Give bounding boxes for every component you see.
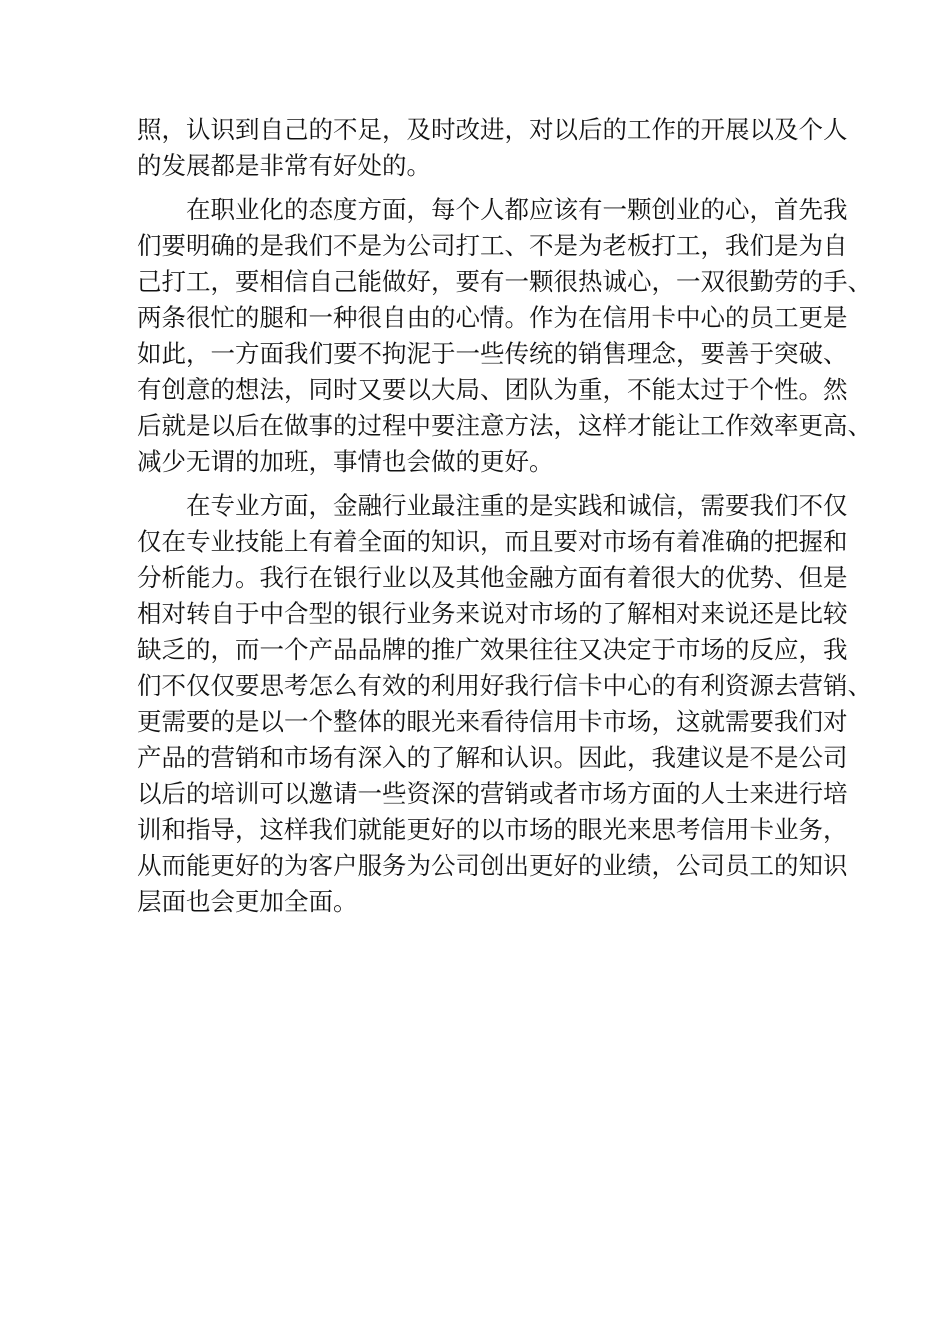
paragraph-line: 以后的培训可以邀请一些资深的营销或者市场方面的人士来进行培: [137, 779, 848, 808]
paragraph-line: 缺乏的，而一个产品品牌的推广效果往往又决定于市场的反应，我: [137, 635, 848, 664]
paragraph-line: 产品的营销和市场有深入的了解和认识。因此，我建议是不是公司: [137, 743, 848, 772]
paragraph-line: 层面也会更加全面。: [137, 887, 358, 916]
paragraph-line: 如此，一方面我们要不拘泥于一些传统的销售理念，要善于突破、: [137, 339, 848, 368]
paragraph-line: 有创意的想法，同时又要以大局、团队为重，不能太过于个性。然: [137, 375, 848, 404]
paragraph-line: 后就是以后在做事的过程中要注意方法，这样才能让工作效率更高、: [137, 411, 872, 440]
paragraph-line: 们要明确的是我们不是为公司打工、不是为老板打工，我们是为自: [137, 231, 848, 260]
paragraph-line: 减少无谓的加班，事情也会做的更好。: [137, 447, 554, 476]
paragraph-line: 训和指导，这样我们就能更好的以市场的眼光来思考信用卡业务，: [137, 815, 848, 844]
paragraph-line: 在专业方面，金融行业最注重的是实践和诚信，需要我们不仅: [137, 491, 848, 520]
paragraph-line: 照，认识到自己的不足，及时改进，对以后的工作的开展以及个人: [137, 115, 848, 144]
paragraph-line: 两条很忙的腿和一种很自由的心情。作为在信用卡中心的员工更是: [137, 303, 848, 332]
paragraph-1: [137, 112, 848, 184]
paragraph-line: 相对转自于中合型的银行业务来说对市场的了解相对来说还是比较: [137, 599, 848, 628]
document-body: [137, 112, 872, 920]
paragraph-line: 己打工，要相信自己能做好，要有一颗很热诚心，一双很勤劳的手、: [137, 267, 872, 296]
paragraph-line: 的发展都是非常有好处的。: [137, 151, 431, 180]
paragraph-line: 在职业化的态度方面，每个人都应该有一颗创业的心，首先我: [137, 195, 848, 224]
paragraph-line: 分析能力。我行在银行业以及其他金融方面有着很大的优势、但是: [137, 563, 848, 592]
paragraph-line: 们不仅仅要思考怎么有效的利用好我行信卡中心的有利资源去营销、: [137, 671, 872, 700]
paragraph-line: 更需要的是以一个整体的眼光来看待信用卡市场，这就需要我们对: [137, 707, 848, 736]
paragraph-2: [137, 192, 872, 480]
paragraph-line: 仅在专业技能上有着全面的知识，而且要对市场有着准确的把握和: [137, 527, 848, 556]
paragraph-line: 从而能更好的为客户服务为公司创出更好的业绩，公司员工的知识: [137, 851, 848, 880]
paragraph-3: [137, 488, 872, 920]
